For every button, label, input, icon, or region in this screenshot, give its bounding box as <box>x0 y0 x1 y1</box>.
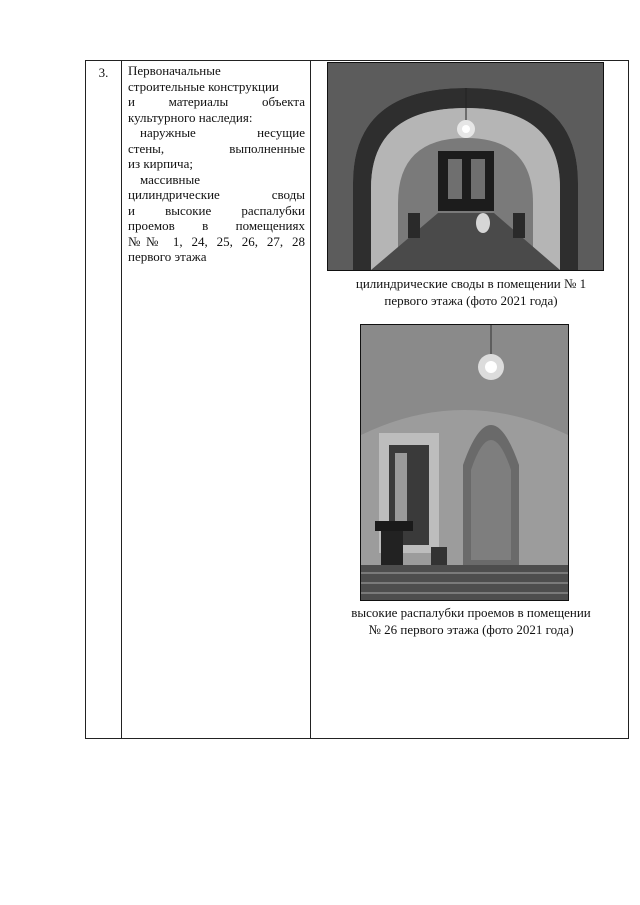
photo-vaulted-corridor <box>327 62 604 271</box>
row-description <box>128 63 305 265</box>
caption-line: высокие распалубки проемов в помещении <box>351 605 591 620</box>
desc-line: цилиндрические своды <box>128 187 305 202</box>
column-divider <box>121 61 122 738</box>
desc-line: Первоначальные <box>128 63 221 78</box>
desc-line: наружные несущие <box>140 125 305 140</box>
desc-line: и материалы объекта <box>128 94 305 109</box>
heritage-table <box>85 60 629 739</box>
desc-line: №№ 1, 24, 25, 26, 27, 28 <box>128 233 305 249</box>
caption-line: цилиндрические своды в помещении № 1 <box>355 276 587 291</box>
desc-line: и высокие распалубки <box>128 202 305 218</box>
desc-line: проемов в помещениях <box>128 218 305 233</box>
desc-line: первого этажа <box>128 249 207 264</box>
caption-line: первого этажа (фото 2021 года) <box>384 293 558 308</box>
column-divider <box>310 61 311 738</box>
desc-line: культурного наследия: <box>128 109 253 125</box>
photo-window-reveal <box>360 324 569 601</box>
caption-line: № 26 первого этажа (фото 2021 года) <box>368 622 574 637</box>
desc-line: из кирпича; <box>128 156 193 171</box>
desc-line: стены, выполненные <box>128 140 305 156</box>
desc-line: строительные конструкции <box>128 78 279 94</box>
photo-caption <box>316 604 626 638</box>
desc-line: массивные <box>140 171 201 187</box>
photo-caption <box>316 275 626 309</box>
row-number: 3. <box>98 65 109 80</box>
